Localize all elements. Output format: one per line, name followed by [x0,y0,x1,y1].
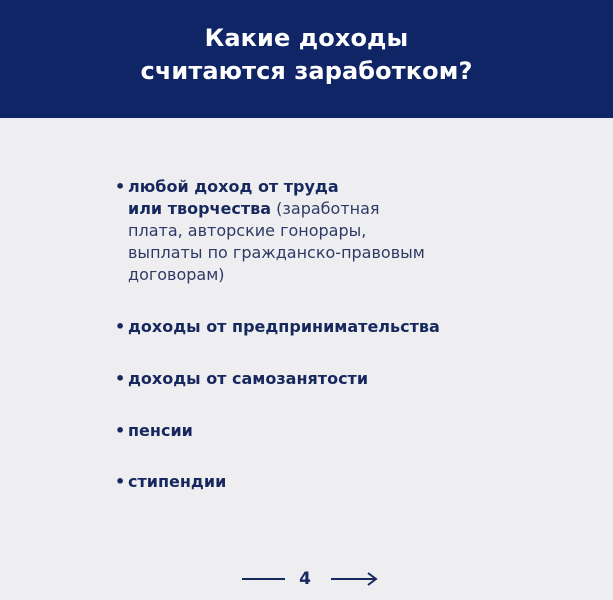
bullet-icon: • [115,472,126,491]
bullet-icon: • [115,317,126,336]
list-item [115,316,585,338]
list-item [115,420,585,442]
item-bold-line-2: или творчества [128,199,272,218]
item-light-line-2: плата, авторские гонорары, [128,221,367,240]
item-light-part-1: (заработная [271,199,380,218]
list-item [115,176,585,286]
header-banner [0,0,613,118]
content-area [0,118,613,600]
item-bold-line-1: любой доход от труда [128,177,339,196]
list-item-text [128,176,585,286]
bullet-icon: • [115,177,126,196]
bullet-icon: • [115,421,126,440]
page-number: 4 [299,569,311,589]
arrow-right-icon[interactable] [330,571,378,587]
pagination [0,568,613,590]
list-item-text: доходы от предпринимательства [128,317,440,336]
list-item-text: доходы от самозанятости [128,369,369,388]
list-item [115,368,585,390]
line-dash-icon [242,578,285,580]
bullet-icon: • [115,369,126,388]
title-line-1: Какие доходы [204,24,409,52]
list-item-text: стипендии [128,472,227,491]
item-light-line-4: договорам) [128,265,225,284]
list-item-text: пенсии [128,421,193,440]
item-light-line-3: выплаты по гражданско-правовым [128,243,425,262]
list-item [115,471,585,493]
title-line-2: считаются заработком? [140,57,473,85]
